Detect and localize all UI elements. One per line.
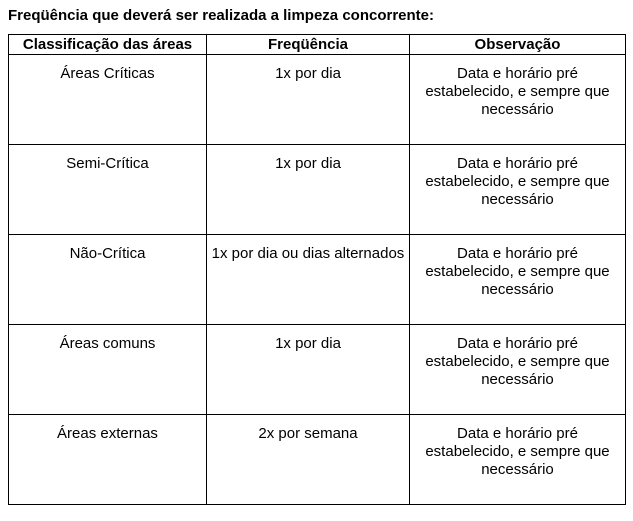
table-row xyxy=(9,325,626,415)
cell-classification: Áreas externas xyxy=(9,415,207,505)
table-row xyxy=(9,55,626,145)
table-header-row xyxy=(9,35,626,55)
cell-classification: Áreas comuns xyxy=(9,325,207,415)
frequency-table xyxy=(8,34,626,505)
cell-classification: Áreas Críticas xyxy=(9,55,207,145)
cell-observation: Data e horário pré estabelecido, e sempre que necessário xyxy=(410,415,626,505)
cell-observation: Data e horário pré estabelecido, e sempre que necessário xyxy=(410,55,626,145)
cell-classification: Semi-Crítica xyxy=(9,145,207,235)
cell-frequency: 1x por dia xyxy=(207,145,410,235)
cell-frequency: 1x por dia xyxy=(207,55,410,145)
header-frequency: Freqüência xyxy=(207,35,410,55)
cell-frequency: 1x por dia ou dias alternados xyxy=(207,235,410,325)
table-row xyxy=(9,415,626,505)
header-observation: Observação xyxy=(410,35,626,55)
cell-classification: Não-Crítica xyxy=(9,235,207,325)
cell-frequency: 1x por dia xyxy=(207,325,410,415)
cell-frequency: 2x por semana xyxy=(207,415,410,505)
header-classification: Classificação das áreas xyxy=(9,35,207,55)
cell-observation: Data e horário pré estabelecido, e sempre que necessário xyxy=(410,145,626,235)
table-row xyxy=(9,235,626,325)
table-row xyxy=(9,145,626,235)
cell-observation: Data e horário pré estabelecido, e sempre que necessário xyxy=(410,235,626,325)
page-title: Freqüência que deverá ser realizada a limpeza concorrente: xyxy=(8,7,435,24)
cell-observation: Data e horário pré estabelecido, e sempre que necessário xyxy=(410,325,626,415)
